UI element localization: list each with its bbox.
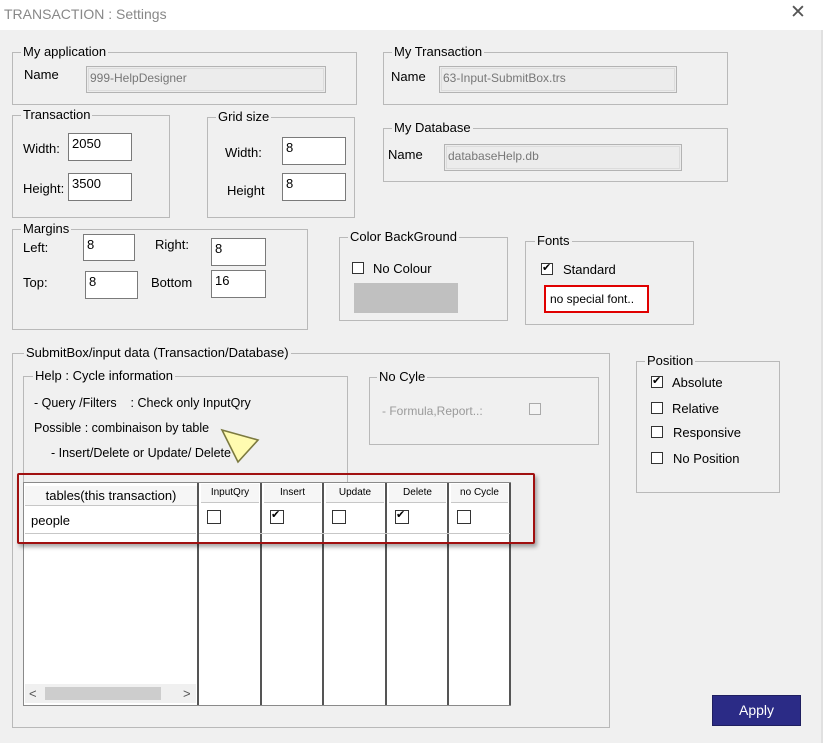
fonts-legend: Fonts	[537, 233, 570, 248]
font-note: no special font..	[544, 285, 649, 313]
table-name-cell[interactable]: people	[25, 507, 196, 534]
no-cycle-legend: No Cyle	[379, 369, 426, 384]
absolute-checkbox[interactable]	[651, 376, 663, 388]
my-application-legend: My application	[23, 44, 107, 59]
column-header-inputqry[interactable]: InputQry	[201, 484, 259, 503]
margin-right-input[interactable]: 8	[211, 238, 266, 266]
no-position-checkbox[interactable]	[651, 452, 663, 464]
margin-bottom-label: Bottom	[151, 275, 193, 290]
column-header-no-cycle[interactable]: no Cycle	[451, 484, 508, 503]
responsive-label: Responsive	[673, 425, 741, 440]
color-background-legend: Color BackGround	[350, 229, 457, 244]
grid-width-input[interactable]: 8	[282, 137, 346, 165]
margin-left-input[interactable]: 8	[83, 234, 135, 261]
standard-font-label: Standard	[563, 262, 616, 277]
formula-report-checkbox	[529, 403, 541, 415]
no-colour-label: No Colour	[373, 261, 432, 276]
help-line-query: - Query /Filters : Check only InputQry	[34, 396, 251, 410]
no-colour-checkbox[interactable]	[352, 262, 364, 274]
grid-height-label: Height	[227, 183, 265, 198]
column-header-insert[interactable]: Insert	[264, 484, 321, 503]
transaction-height-input[interactable]: 3500	[68, 173, 132, 201]
transaction-name-label: Name	[391, 69, 426, 84]
column-header-tables[interactable]: tables(this transaction)	[25, 486, 197, 506]
column-header-update[interactable]: Update	[326, 484, 384, 503]
close-icon[interactable]: ✕	[790, 2, 806, 23]
submitbox-legend: SubmitBox/input data (Transaction/Database)	[26, 345, 289, 360]
window-title: TRANSACTION : Settings	[4, 6, 167, 22]
margin-bottom-input[interactable]: 16	[211, 270, 266, 298]
margin-right-label: Right:	[155, 237, 189, 252]
color-swatch[interactable]	[354, 283, 458, 313]
app-name-field: 999-HelpDesigner	[86, 66, 326, 93]
horizontal-scrollbar[interactable]	[25, 684, 196, 703]
app-name-label: Name	[24, 67, 59, 82]
help-legend: Help : Cycle information	[35, 368, 173, 383]
standard-font-checkbox[interactable]	[541, 263, 553, 275]
margin-left-label: Left:	[23, 240, 49, 255]
relative-checkbox[interactable]	[651, 402, 663, 414]
transaction-width-label: Width:	[23, 141, 60, 156]
formula-report-label: - Formula,Report..:	[382, 404, 483, 418]
help-line-insert-delete: - Insert/Delete or Update/ Delete	[51, 446, 231, 460]
relative-label: Relative	[672, 401, 719, 416]
grid-size-group	[207, 117, 355, 218]
margins-legend: Margins	[23, 221, 70, 236]
grid-width-label: Width:	[225, 145, 262, 160]
transaction-height-label: Height:	[23, 181, 65, 196]
my-database-legend: My Database	[394, 120, 471, 135]
transaction-width-input[interactable]: 2050	[68, 133, 132, 161]
transaction-size-legend: Transaction	[23, 107, 91, 122]
grid-height-input[interactable]: 8	[282, 173, 346, 201]
apply-button[interactable]: Apply	[712, 695, 801, 726]
transaction-size-group	[12, 115, 170, 218]
scroll-right-arrow[interactable]: >	[183, 686, 191, 701]
absolute-label: Absolute	[672, 375, 723, 390]
margin-top-input[interactable]: 8	[85, 271, 138, 299]
my-transaction-legend: My Transaction	[394, 44, 483, 59]
position-legend: Position	[647, 353, 694, 368]
cursor-pointer-icon	[220, 428, 262, 466]
scroll-thumb[interactable]	[45, 687, 161, 700]
no-position-label: No Position	[673, 451, 740, 466]
scroll-left-arrow[interactable]: <	[29, 686, 37, 701]
database-name-label: Name	[388, 147, 423, 162]
grid-row-highlight	[17, 473, 535, 544]
help-line-combination: Possible : combinaison by table	[34, 421, 210, 435]
transaction-name-field: 63-Input-SubmitBox.trs	[439, 66, 677, 93]
responsive-checkbox[interactable]	[651, 426, 663, 438]
column-header-delete[interactable]: Delete	[389, 484, 446, 503]
database-name-field: databaseHelp.db	[444, 144, 682, 171]
margin-top-label: Top:	[23, 275, 48, 290]
grid-size-legend: Grid size	[218, 109, 270, 124]
